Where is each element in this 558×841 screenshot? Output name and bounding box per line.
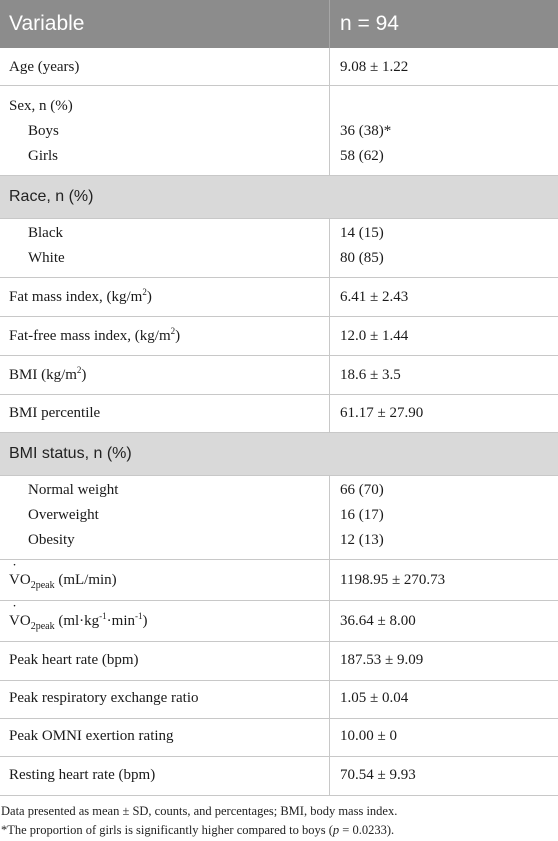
sub-label-girls: Girls bbox=[28, 148, 58, 164]
row-label: Fat-free mass index, $(kg/m^2)$ bbox=[9, 326, 181, 344]
table-header bbox=[0, 0, 558, 48]
sub-value-normal-weight: 66 (70) bbox=[340, 482, 384, 498]
column-divider bbox=[329, 719, 330, 757]
column-divider bbox=[329, 317, 330, 356]
section-header-race bbox=[0, 176, 558, 219]
row-label: Resting heart rate (bpm) bbox=[9, 767, 156, 783]
row-label: Peak respiratory exchange ratio bbox=[9, 690, 199, 706]
sub-label-white: White bbox=[28, 250, 65, 266]
sub-value-obesity: 12 (13) bbox=[340, 532, 384, 548]
row-value: 36.64 ± 8.00 bbox=[340, 613, 416, 629]
sub-value-overweight: 16 (17) bbox=[340, 507, 384, 523]
table-row-sex bbox=[0, 86, 558, 176]
row-label: Sex, n (%) bbox=[9, 98, 73, 114]
row-label: BMI percentile bbox=[9, 405, 101, 421]
column-divider bbox=[329, 476, 330, 560]
column-divider bbox=[329, 642, 330, 681]
row-value: 6.41 ± 2.43 bbox=[340, 289, 409, 305]
table-row-vo2peak-absolute bbox=[0, 560, 558, 601]
row-label: Peak OMNI exertion rating bbox=[9, 728, 174, 744]
table-row-fat-free-mass-index bbox=[0, 317, 558, 356]
table-row-bmi-percentile bbox=[0, 395, 558, 433]
row-label: Fat mass index, $(kg/m^2)$ bbox=[9, 287, 152, 305]
section-title: BMI status, n (%) bbox=[9, 445, 132, 462]
row-label: Age (years) bbox=[9, 59, 80, 75]
row-value: 10.00 ± 0 bbox=[340, 728, 397, 744]
column-divider bbox=[329, 601, 330, 642]
table-row-peak-heart-rate bbox=[0, 642, 558, 681]
row-value: 187.53 ± 9.09 bbox=[340, 652, 424, 668]
column-divider bbox=[329, 395, 330, 433]
table-row-bmi-status bbox=[0, 476, 558, 560]
sub-value-black: 14 (15) bbox=[340, 225, 384, 241]
table-row-peak-rer bbox=[0, 681, 558, 719]
row-label: ˙ $VO_{2peak}$ (mL/min) bbox=[9, 572, 117, 589]
sub-value-white: 80 (85) bbox=[340, 250, 384, 266]
row-label: BMI $(kg/m^2)$ bbox=[9, 365, 87, 383]
header-n: n = 94 bbox=[340, 12, 399, 35]
sub-label-obesity: Obesity bbox=[28, 532, 75, 548]
column-divider bbox=[329, 86, 330, 176]
table-row-age bbox=[0, 48, 558, 86]
row-label: ˙ $VO_{2peak}$ $(ml\cdot kg^{-1}\cdot\min^{-1})$ bbox=[9, 613, 148, 630]
sub-label-overweight: Overweight bbox=[28, 507, 99, 523]
row-value: 18.6 ± 3.5 bbox=[340, 367, 401, 383]
header-variable: Variable bbox=[9, 12, 85, 35]
sub-label-black: Black bbox=[28, 225, 63, 241]
row-value: 61.17 ± 27.90 bbox=[340, 405, 424, 421]
row-label: Peak heart rate (bpm) bbox=[9, 652, 139, 668]
sub-label-boys: Boys bbox=[28, 123, 59, 139]
column-divider bbox=[329, 356, 330, 395]
section-title: Race, n (%) bbox=[9, 188, 94, 205]
table-row-resting-heart-rate bbox=[0, 757, 558, 796]
sub-label-normal-weight: Normal weight bbox=[28, 482, 119, 498]
table-row-omni bbox=[0, 719, 558, 757]
column-divider bbox=[329, 560, 330, 601]
section-header-bmi-status bbox=[0, 433, 558, 476]
row-value: 12.0 ± 1.44 bbox=[340, 328, 409, 344]
row-value: 1198.95 ± 270.73 bbox=[340, 572, 446, 588]
row-value: 1.05 ± 0.04 bbox=[340, 690, 409, 706]
column-divider bbox=[329, 757, 330, 796]
table-row-fat-mass-index bbox=[0, 278, 558, 317]
column-divider bbox=[329, 278, 330, 317]
column-divider bbox=[329, 0, 330, 48]
column-divider bbox=[329, 219, 330, 278]
column-divider bbox=[329, 681, 330, 719]
row-value: 9.08 ± 1.22 bbox=[340, 59, 409, 75]
table-row-vo2peak-relative bbox=[0, 601, 558, 642]
column-divider bbox=[329, 48, 330, 86]
row-value: 70.54 ± 9.93 bbox=[340, 767, 416, 783]
table-row-race bbox=[0, 219, 558, 278]
footnote-significance: *The proportion of girls is significantly higher compared to boys (p = 0.0233). bbox=[1, 823, 395, 837]
footnote-abbreviations: Data presented as mean ± SD, counts, and percentages; BMI, body mass index. bbox=[1, 804, 398, 818]
sub-value-boys: 36 (38)* bbox=[340, 123, 392, 139]
sub-value-girls: 58 (62) bbox=[340, 148, 384, 164]
table-row-bmi bbox=[0, 356, 558, 395]
